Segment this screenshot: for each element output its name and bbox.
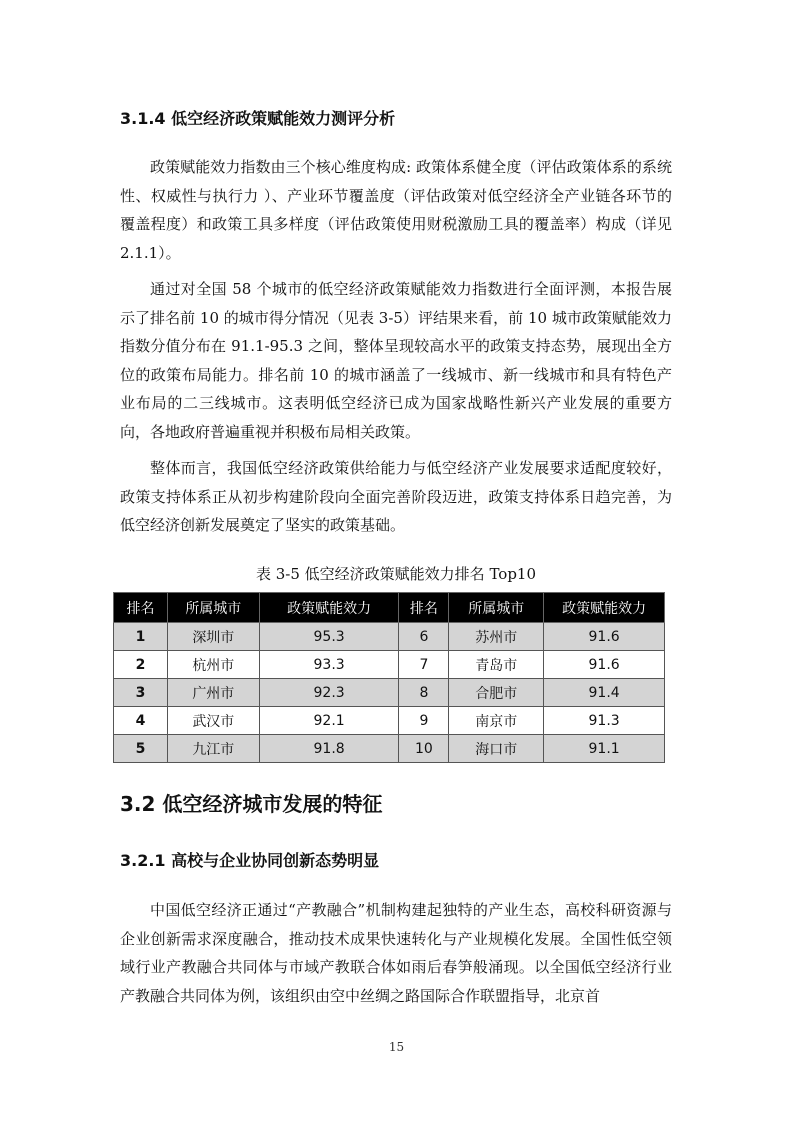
city-cell: 苏州市 — [449, 623, 544, 651]
section-heading-3-2-1: 3.2.1 高校与企业协同创新态势明显 — [120, 851, 380, 870]
score-cell: 91.8 — [259, 735, 399, 763]
rank-cell: 4 — [114, 707, 168, 735]
city-cell: 武汉市 — [167, 707, 259, 735]
city-cell: 南京市 — [449, 707, 544, 735]
city-cell: 合肥市 — [449, 679, 544, 707]
city-cell: 深圳市 — [167, 623, 259, 651]
rank-cell: 1 — [114, 623, 168, 651]
rank-cell: 5 — [114, 735, 168, 763]
city-cell: 杭州市 — [167, 651, 259, 679]
city-cell: 九江市 — [167, 735, 259, 763]
score-cell: 91.4 — [544, 679, 665, 707]
score-cell: 92.3 — [259, 679, 399, 707]
header-city: 所属城市 — [449, 593, 544, 623]
table-row — [114, 707, 665, 735]
header-rank: 排名 — [114, 593, 168, 623]
table-row — [114, 735, 665, 763]
table-row — [114, 651, 665, 679]
rank-cell: 9 — [399, 707, 449, 735]
header-city: 所属城市 — [167, 593, 259, 623]
page-number: 15 — [388, 1040, 405, 1054]
score-cell: 93.3 — [259, 651, 399, 679]
ranking-table — [113, 592, 665, 763]
paragraph-policy-index-definition: 政策赋能效力指数由三个核心维度构成: 政策体系健全度（评估政策体系的系统性、权威性与执行力 ）、产业环节覆盖度（评估政策对低空经济全产业链各环节的覆盖程度）和政策工具多样度（评估政策使用财税激励工具的覆盖率）构成（详见 2.1.1）。 — [120, 158, 672, 262]
city-cell: 海口市 — [449, 735, 544, 763]
header-score: 政策赋能效力 — [259, 593, 399, 623]
paragraph-evaluation-results: 通过对全国 58 个城市的低空经济政策赋能效力指数进行全面评测，本报告展示了排名前 10 的城市得分情况（见表 3-5）评结果来看，前 10 城市政策赋能效力指数分值分布在 91.1-95.3 之间，整体呈现较高水平的政策支持态势，展现出全方位的政策布局能力。排名前 10 的城市涵盖了一线城市、新一线城市和具有特色产业布局的二三线城市。这表明低空经济已成为国家战略性新兴产业发展的重要方向，各地政府普遍重视并积极布局相关政策。 — [120, 280, 672, 441]
header-rank: 排名 — [399, 593, 449, 623]
table-row — [114, 679, 665, 707]
section-heading-3-2: 3.2 低空经济城市发展的特征 — [120, 792, 383, 816]
paragraph-industry-education-integration: 中国低空经济正通过“产教融合”机制构建起独特的产业生态，高校科研资源与企业创新需求深度融合，推动技术成果快速转化与产业规模化发展。全国性低空领域行业产教融合共同体与市域产教联合体如雨后春笋般涌现。以全国低空经济行业产教融合共同体为例，该组织由空中丝绸之路国际合作联盟指导，北京首 — [120, 901, 672, 1005]
rank-cell: 8 — [399, 679, 449, 707]
section-heading-3-1-4: 3.1.4 低空经济政策赋能效力测评分析 — [120, 109, 396, 128]
score-cell: 91.6 — [544, 623, 665, 651]
score-cell: 91.3 — [544, 707, 665, 735]
paragraph-overall-assessment: 整体而言，我国低空经济政策供给能力与低空经济产业发展要求适配度较好，政策支持体系正从初步构建阶段向全面完善阶段迈进，政策支持体系日趋完善，为低空经济创新发展奠定了坚实的政策基础。 — [120, 459, 672, 535]
rank-cell: 2 — [114, 651, 168, 679]
rank-cell: 3 — [114, 679, 168, 707]
table-header-row — [114, 593, 665, 623]
score-cell: 92.1 — [259, 707, 399, 735]
table-caption: 表 3-5 低空经济政策赋能效力排名 Top10 — [255, 565, 537, 583]
header-score: 政策赋能效力 — [544, 593, 665, 623]
table-row — [114, 623, 665, 651]
rank-cell: 6 — [399, 623, 449, 651]
score-cell: 91.6 — [544, 651, 665, 679]
rank-cell: 10 — [399, 735, 449, 763]
city-cell: 青岛市 — [449, 651, 544, 679]
city-cell: 广州市 — [167, 679, 259, 707]
score-cell: 91.1 — [544, 735, 665, 763]
score-cell: 95.3 — [259, 623, 399, 651]
rank-cell: 7 — [399, 651, 449, 679]
